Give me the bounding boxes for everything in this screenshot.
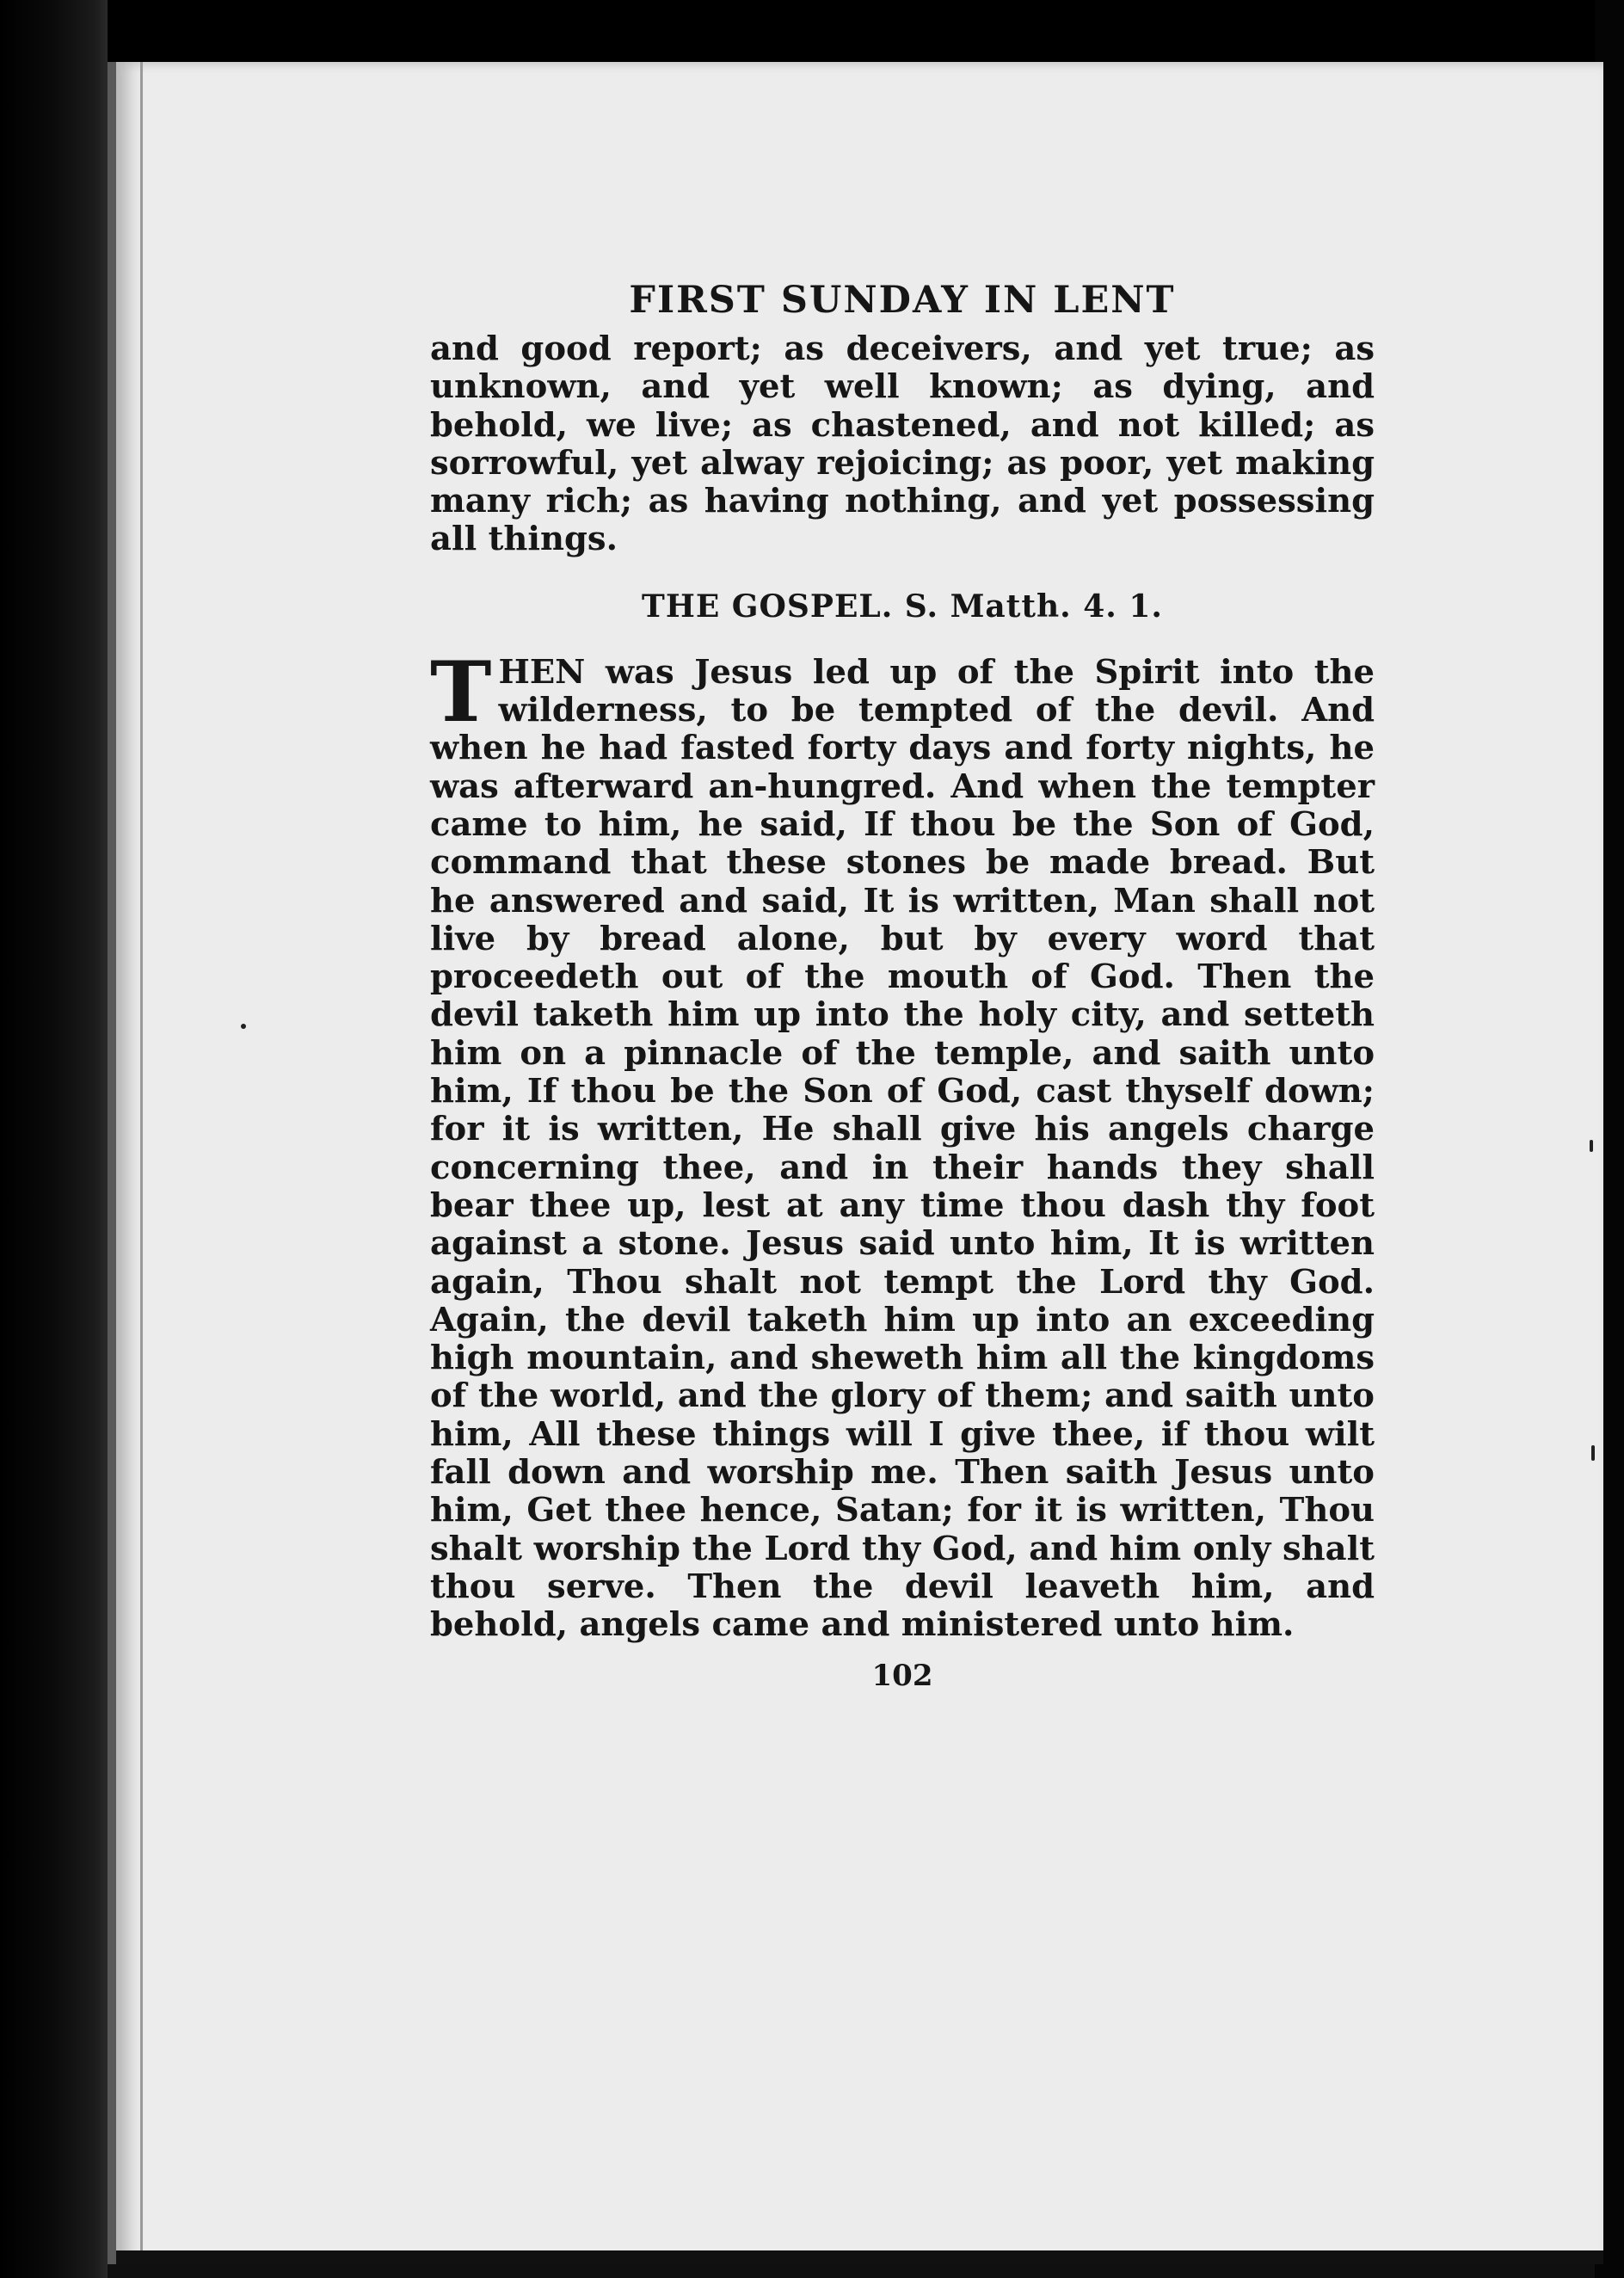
page-text-block xyxy=(430,275,1375,1695)
gospel-title: THE GOSPEL. S. Matth. 4. 1. xyxy=(642,588,1163,625)
print-speck xyxy=(241,1024,246,1029)
book-spine-edge xyxy=(0,0,108,2278)
gospel-text: HEN was Jesus led up of the Spirit into the wilderness, to be tempted of the devil. And when he had fasted forty days and forty nights, he was afterward an-hungred. And when the tempter came to him, he said, If thou be the Son of God, command that these stones be made bread. But he answered and said, It is written, Man shall not live by bread alone, but by every word that proceedeth out of the mouth of God. Then the devil taketh him up into the holy city, and setteth him on a pinnacle of the temple, and saith unto him, If thou be the Son of God, cast thyself down; for it is written, He shall give his angels charge concerning thee, and in their hands they shall bear thee up, lest at any time thou dash thy foot against a stone. Jesus said unto him, It is written again, Thou shalt not tempt the Lord thy God. Again, the devil taketh him up into an exceeding high mountain, and sheweth him all the kingdoms of the world, and the glory of them; and saith unto him, All these things will I give thee, if thou wilt fall down and worship me. Then saith Jesus unto him, Get thee hence, Satan; for it is written, Thou shalt worship the Lord thy God, and him only shalt thou serve. Then the devil leaveth him, and behold, angels came and ministered unto him. xyxy=(430,652,1375,1645)
print-speck xyxy=(1590,1140,1593,1152)
gospel-dropcap: T xyxy=(430,643,492,741)
page-heading: FIRST SUNDAY IN LENT xyxy=(629,279,1176,322)
book-page xyxy=(108,62,1603,2264)
page-number: 102 xyxy=(871,1658,933,1693)
gospel-paragraph xyxy=(430,643,1375,1645)
page-bottom-edge xyxy=(116,2250,1603,2264)
print-speck xyxy=(1591,1445,1595,1461)
scan-top-edge xyxy=(0,0,1624,62)
page-gutter-rule xyxy=(140,62,143,2264)
epistle-continuation: and good report; as deceivers, and yet true; as unknown, and yet well known; as dying, and behold, we live; as chastened, and not killed; as sorrowful, yet alway rejoicing; as poor, yet making many rich; as having nothing, and yet possessing all things. xyxy=(430,329,1375,559)
